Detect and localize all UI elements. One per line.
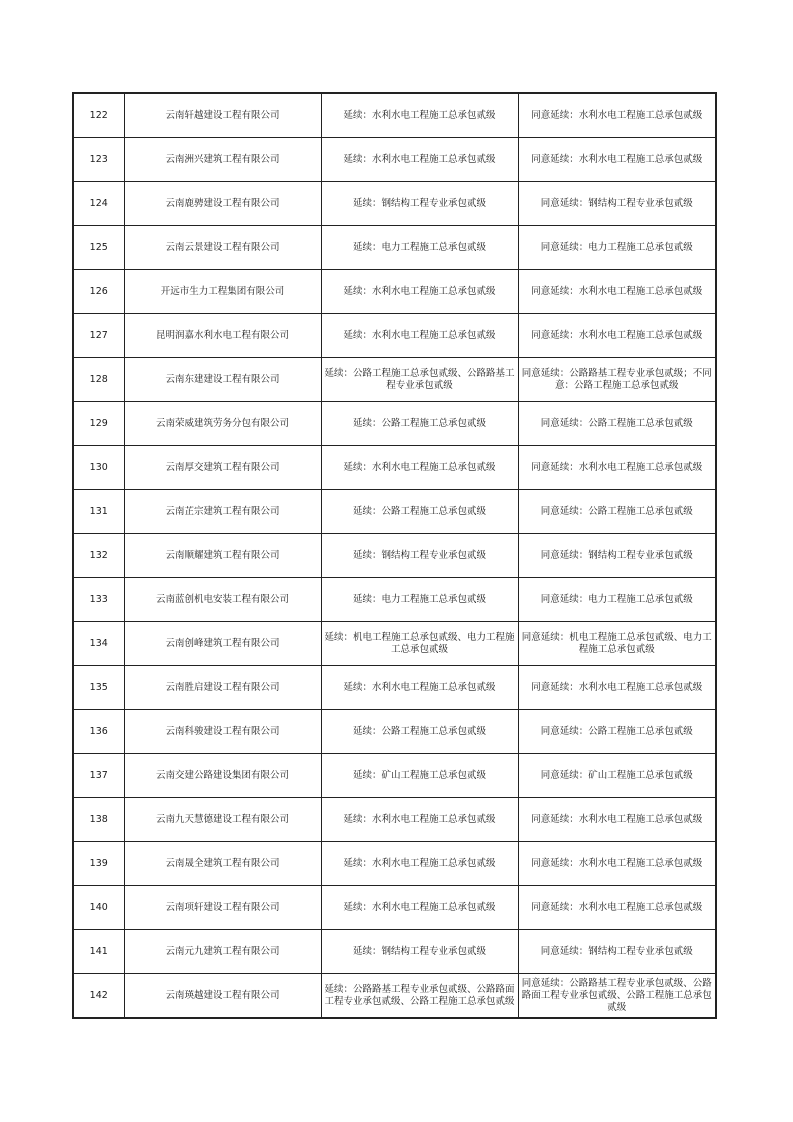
approval-result-cell: 同意延续：钢结构工程专业承包贰级	[518, 534, 716, 578]
approval-result-cell: 同意延续：公路工程施工总承包贰级	[518, 710, 716, 754]
row-number-cell: 132	[73, 534, 124, 578]
application-cell: 延续：电力工程施工总承包贰级	[321, 578, 518, 622]
application-cell: 延续：公路工程施工总承包贰级、公路路基工程专业承包贰级	[321, 358, 518, 402]
approval-result-cell: 同意延续：公路工程施工总承包贰级	[518, 490, 716, 534]
company-name-cell: 云南胜启建设工程有限公司	[124, 666, 321, 710]
application-cell: 延续：公路工程施工总承包贰级	[321, 402, 518, 446]
company-name-cell: 云南轩越建设工程有限公司	[124, 93, 321, 138]
application-cell: 延续：机电工程施工总承包贰级、电力工程施工总承包贰级	[321, 622, 518, 666]
table-row	[73, 358, 716, 402]
approval-result-cell: 同意延续：公路路基工程专业承包贰级、公路路面工程专业承包贰级、公路工程施工总承包贰级	[518, 974, 716, 1019]
table-row	[73, 666, 716, 710]
table-row	[73, 182, 716, 226]
approval-result-cell: 同意延续：水利水电工程施工总承包贰级	[518, 446, 716, 490]
application-cell: 延续：水利水电工程施工总承包贰级	[321, 138, 518, 182]
application-cell: 延续：水利水电工程施工总承包贰级	[321, 314, 518, 358]
company-name-cell: 云南顺耀建筑工程有限公司	[124, 534, 321, 578]
table-row	[73, 490, 716, 534]
application-cell: 延续：钢结构工程专业承包贰级	[321, 182, 518, 226]
company-name-cell: 云南鹿骋建设工程有限公司	[124, 182, 321, 226]
application-cell: 延续：水利水电工程施工总承包贰级	[321, 842, 518, 886]
application-cell: 延续：水利水电工程施工总承包贰级	[321, 886, 518, 930]
approval-result-cell: 同意延续：水利水电工程施工总承包贰级	[518, 842, 716, 886]
row-number-cell: 137	[73, 754, 124, 798]
approval-result-cell: 同意延续：水利水电工程施工总承包贰级	[518, 798, 716, 842]
company-name-cell: 云南云景建设工程有限公司	[124, 226, 321, 270]
approval-result-cell: 同意延续：水利水电工程施工总承包贰级	[518, 138, 716, 182]
row-number-cell: 133	[73, 578, 124, 622]
row-number-cell: 128	[73, 358, 124, 402]
row-number-cell: 122	[73, 93, 124, 138]
company-name-cell: 开远市生力工程集团有限公司	[124, 270, 321, 314]
approval-result-cell: 同意延续：水利水电工程施工总承包贰级	[518, 314, 716, 358]
table-row	[73, 138, 716, 182]
approval-result-cell: 同意延续：钢结构工程专业承包贰级	[518, 182, 716, 226]
company-name-cell: 云南项轩建设工程有限公司	[124, 886, 321, 930]
row-number-cell: 140	[73, 886, 124, 930]
row-number-cell: 135	[73, 666, 124, 710]
table-row	[73, 974, 716, 1019]
application-cell: 延续：电力工程施工总承包贰级	[321, 226, 518, 270]
table-row	[73, 886, 716, 930]
table-row	[73, 710, 716, 754]
company-name-cell: 云南九天慧德建设工程有限公司	[124, 798, 321, 842]
row-number-cell: 136	[73, 710, 124, 754]
application-cell: 延续：钢结构工程专业承包贰级	[321, 930, 518, 974]
table-row	[73, 270, 716, 314]
row-number-cell: 123	[73, 138, 124, 182]
table-row	[73, 798, 716, 842]
company-name-cell: 云南厚交建筑工程有限公司	[124, 446, 321, 490]
approval-result-cell: 同意延续：水利水电工程施工总承包贰级	[518, 666, 716, 710]
table-row	[73, 93, 716, 138]
row-number-cell: 142	[73, 974, 124, 1019]
qualification-table	[72, 92, 717, 1019]
company-name-cell: 云南交建公路建设集团有限公司	[124, 754, 321, 798]
approval-result-cell: 同意延续：水利水电工程施工总承包贰级	[518, 93, 716, 138]
row-number-cell: 130	[73, 446, 124, 490]
company-name-cell: 云南荣威建筑劳务分包有限公司	[124, 402, 321, 446]
company-name-cell: 昆明润嘉水利水电工程有限公司	[124, 314, 321, 358]
row-number-cell: 126	[73, 270, 124, 314]
row-number-cell: 138	[73, 798, 124, 842]
company-name-cell: 云南晟全建筑工程有限公司	[124, 842, 321, 886]
row-number-cell: 134	[73, 622, 124, 666]
approval-result-cell: 同意延续：水利水电工程施工总承包贰级	[518, 270, 716, 314]
table-row	[73, 314, 716, 358]
company-name-cell: 云南创峰建筑工程有限公司	[124, 622, 321, 666]
application-cell: 延续：公路工程施工总承包贰级	[321, 710, 518, 754]
table-row	[73, 930, 716, 974]
application-cell: 延续：矿山工程施工总承包贰级	[321, 754, 518, 798]
table-row	[73, 842, 716, 886]
approval-result-cell: 同意延续：公路工程施工总承包贰级	[518, 402, 716, 446]
row-number-cell: 124	[73, 182, 124, 226]
row-number-cell: 127	[73, 314, 124, 358]
approval-result-cell: 同意延续：钢结构工程专业承包贰级	[518, 930, 716, 974]
row-number-cell: 129	[73, 402, 124, 446]
table-row	[73, 226, 716, 270]
application-cell: 延续：钢结构工程专业承包贰级	[321, 534, 518, 578]
application-cell: 延续：水利水电工程施工总承包贰级	[321, 666, 518, 710]
table-row	[73, 446, 716, 490]
company-name-cell: 云南芷宗建筑工程有限公司	[124, 490, 321, 534]
table-row	[73, 754, 716, 798]
row-number-cell: 131	[73, 490, 124, 534]
company-name-cell: 云南瑛越建设工程有限公司	[124, 974, 321, 1019]
application-cell: 延续：公路工程施工总承包贰级	[321, 490, 518, 534]
row-number-cell: 125	[73, 226, 124, 270]
company-name-cell: 云南元九建筑工程有限公司	[124, 930, 321, 974]
company-name-cell: 云南洲兴建筑工程有限公司	[124, 138, 321, 182]
company-name-cell: 云南东建建设工程有限公司	[124, 358, 321, 402]
application-cell: 延续：水利水电工程施工总承包贰级	[321, 270, 518, 314]
company-name-cell: 云南蓝创机电安装工程有限公司	[124, 578, 321, 622]
table-row	[73, 578, 716, 622]
table-row	[73, 534, 716, 578]
approval-result-cell: 同意延续：电力工程施工总承包贰级	[518, 226, 716, 270]
company-name-cell: 云南科骏建设工程有限公司	[124, 710, 321, 754]
application-cell: 延续：水利水电工程施工总承包贰级	[321, 93, 518, 138]
application-cell: 延续：公路路基工程专业承包贰级、公路路面工程专业承包贰级、公路工程施工总承包贰级	[321, 974, 518, 1019]
row-number-cell: 141	[73, 930, 124, 974]
approval-result-cell: 同意延续：矿山工程施工总承包贰级	[518, 754, 716, 798]
table-row	[73, 622, 716, 666]
approval-result-cell: 同意延续：机电工程施工总承包贰级、电力工程施工总承包贰级	[518, 622, 716, 666]
application-cell: 延续：水利水电工程施工总承包贰级	[321, 798, 518, 842]
application-cell: 延续：水利水电工程施工总承包贰级	[321, 446, 518, 490]
table-row	[73, 402, 716, 446]
approval-result-cell: 同意延续：公路路基工程专业承包贰级；不同意：公路工程施工总承包贰级	[518, 358, 716, 402]
approval-result-cell: 同意延续：水利水电工程施工总承包贰级	[518, 886, 716, 930]
row-number-cell: 139	[73, 842, 124, 886]
table-body	[73, 93, 716, 1018]
approval-result-cell: 同意延续：电力工程施工总承包贰级	[518, 578, 716, 622]
